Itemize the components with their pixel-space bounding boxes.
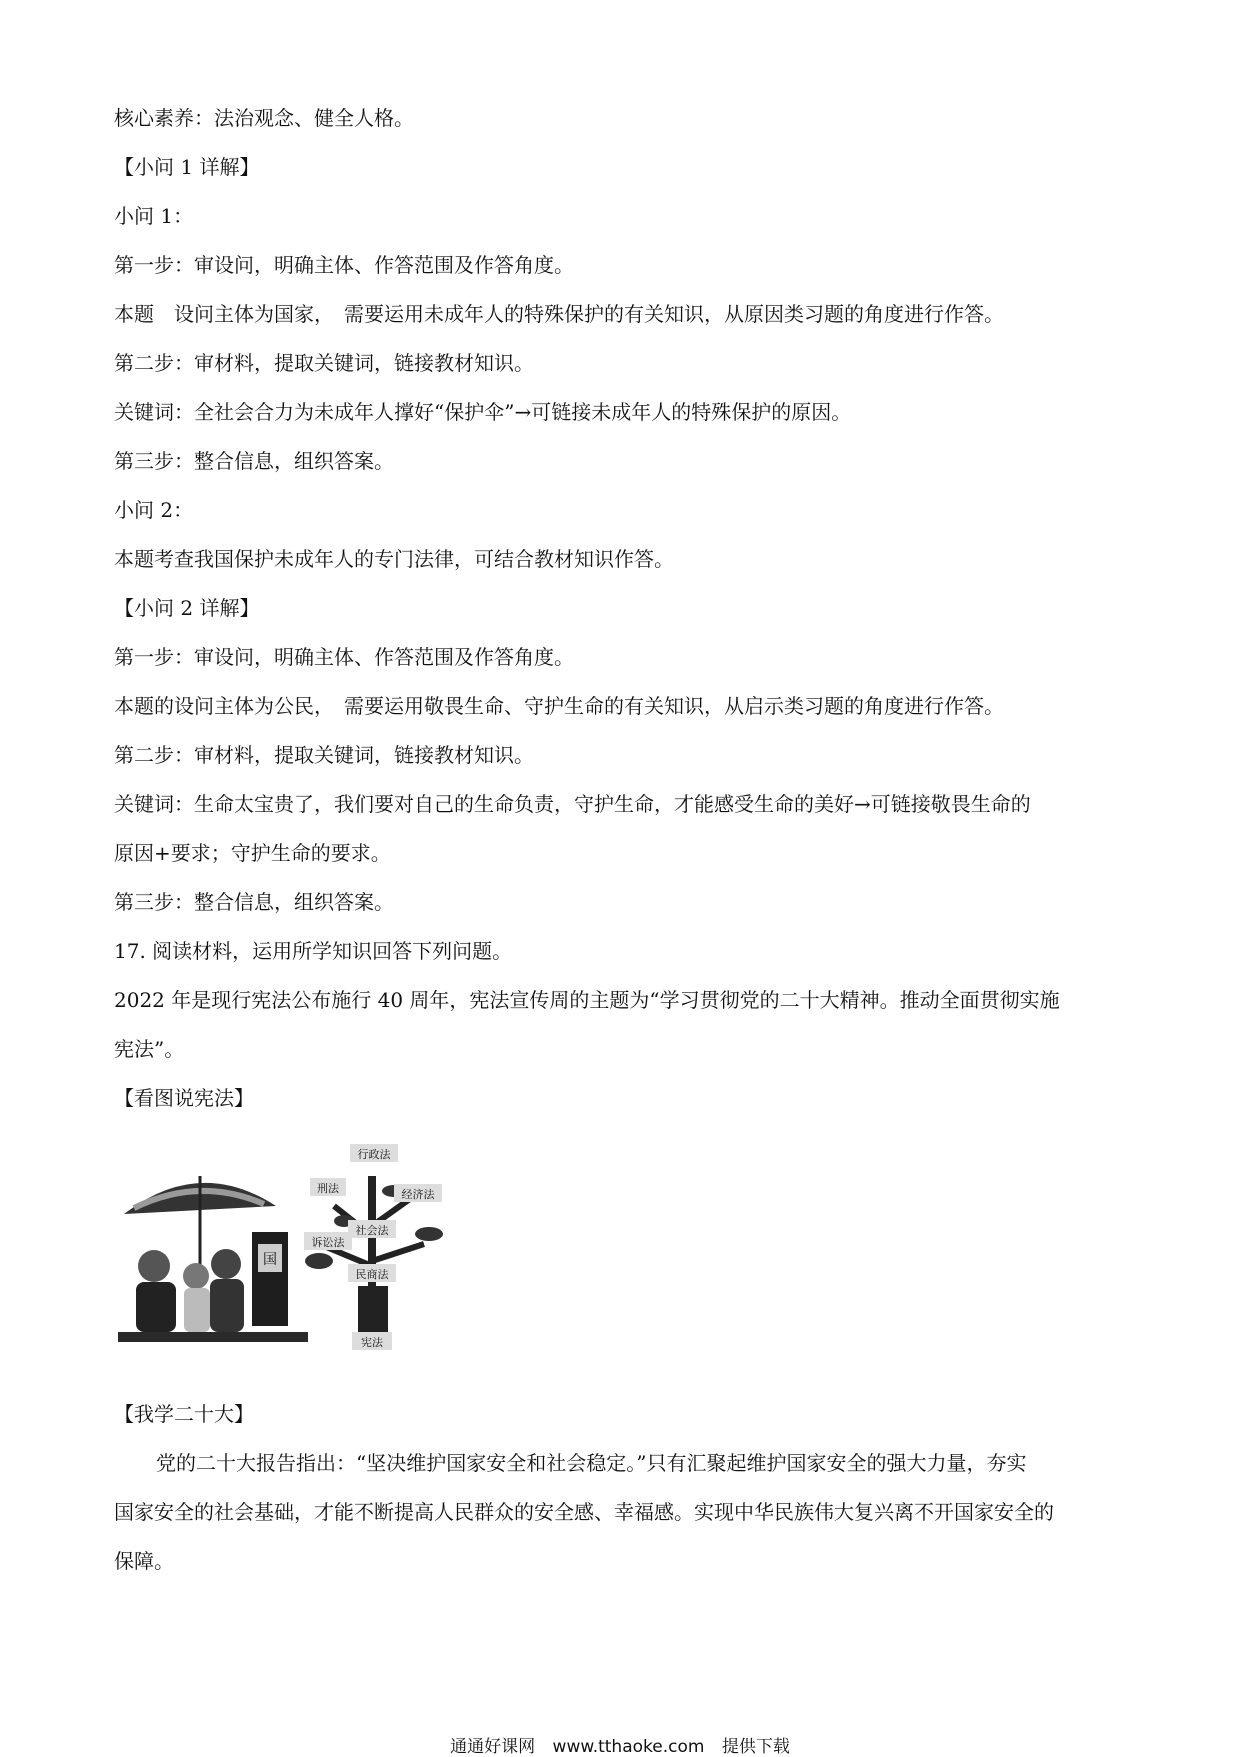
page-footer	[0, 1732, 1240, 1757]
tree-label-civil-commercial-law: 民商法	[355, 1268, 389, 1281]
footer-suffix: 提供下载	[721, 1737, 790, 1757]
text-line: 本题 设问主体为国家， 需要运用未成年人的特殊保护的有关知识，从原因类习题的角度进行作答。	[114, 302, 1004, 326]
tree-leaf	[415, 1227, 443, 1241]
tree-branch	[372, 1244, 424, 1261]
text-line: 2022 年是现行宪法公布施行 40 周年，宪法宣传周的主题为“学习贯彻党的二十大精神。推动全面贯彻实施	[114, 988, 1060, 1012]
tree-label-administrative-law: 行政法	[357, 1148, 391, 1161]
text-line: 关键词：全社会合力为未成年人撑好“保护伞”→可链接未成年人的特殊保护的原因。	[114, 400, 852, 424]
door-label: 国	[263, 1252, 277, 1268]
person-body	[210, 1279, 244, 1332]
person-head	[211, 1249, 241, 1279]
child-head	[183, 1263, 209, 1289]
text-line: 第一步：审设问，明确主体、作答范围及作答角度。	[114, 645, 574, 669]
footer-url[interactable]: www.tthaoke.com	[552, 1737, 705, 1757]
text-line: 小问 1：	[114, 204, 194, 228]
section-heading: 【小问 2 详解】	[114, 596, 260, 620]
footer-site-name: 通通好课网	[450, 1737, 536, 1757]
person-body	[136, 1282, 176, 1332]
text-line: 第三步：整合信息，组织答案。	[114, 449, 394, 473]
text-line: 第一步：审设问，明确主体、作答范围及作答角度。	[114, 253, 574, 277]
tree-label-criminal-law: 刑法	[317, 1182, 339, 1195]
text-line: 宪法”。	[114, 1037, 185, 1061]
text-line: 关键词：生命太宝贵了，我们要对自己的生命负责，守护生命，才能感受生命的美好→可链接敬畏生命的	[114, 792, 1031, 816]
person-head	[138, 1250, 170, 1282]
question-title: 17. 阅读材料，运用所学知识回答下列问题。	[114, 939, 513, 963]
text-line: 第二步：审材料，提取关键词，链接教材知识。	[114, 743, 534, 767]
text-line: 党的二十大报告指出：“坚决维护国家安全和社会稳定。”只有汇聚起维护国家安全的强大力量，夯实	[156, 1451, 1027, 1475]
tree-label-economic-law: 经济法	[401, 1188, 435, 1201]
section-heading: 【我学二十大】	[114, 1402, 254, 1426]
text-line: 核心素养：法治观念、健全人格。	[114, 106, 414, 130]
constitution-illustration	[114, 1136, 490, 1360]
child-body	[184, 1288, 210, 1332]
text-line: 第二步：审材料，提取关键词，链接教材知识。	[114, 351, 534, 375]
section-heading: 【小问 1 详解】	[114, 155, 260, 179]
text-line: 小问 2：	[114, 498, 194, 522]
tree-label-constitution: 宪法	[361, 1336, 383, 1349]
tree-label-social-law: 社会法	[355, 1224, 389, 1237]
tree-label-procedural-law: 诉讼法	[311, 1236, 345, 1249]
text-line: 原因+要求；守护生命的要求。	[114, 841, 391, 865]
ground-shadow	[118, 1332, 308, 1342]
text-line: 第三步：整合信息，组织答案。	[114, 890, 394, 914]
text-line: 本题的设问主体为公民， 需要运用敬畏生命、守护生命的有关知识，从启示类习题的角度进行作答。	[114, 694, 1004, 718]
section-heading: 【看图说宪法】	[114, 1086, 254, 1110]
text-line: 本题考查我国保护未成年人的专门法律，可结合教材知识作答。	[114, 547, 674, 571]
text-line: 国家安全的社会基础，才能不断提高人民群众的安全感、幸福感。实现中华民族伟大复兴离不开国家安全的	[114, 1500, 1054, 1524]
tree-leaf	[305, 1253, 333, 1269]
text-line: 保障。	[114, 1549, 174, 1573]
